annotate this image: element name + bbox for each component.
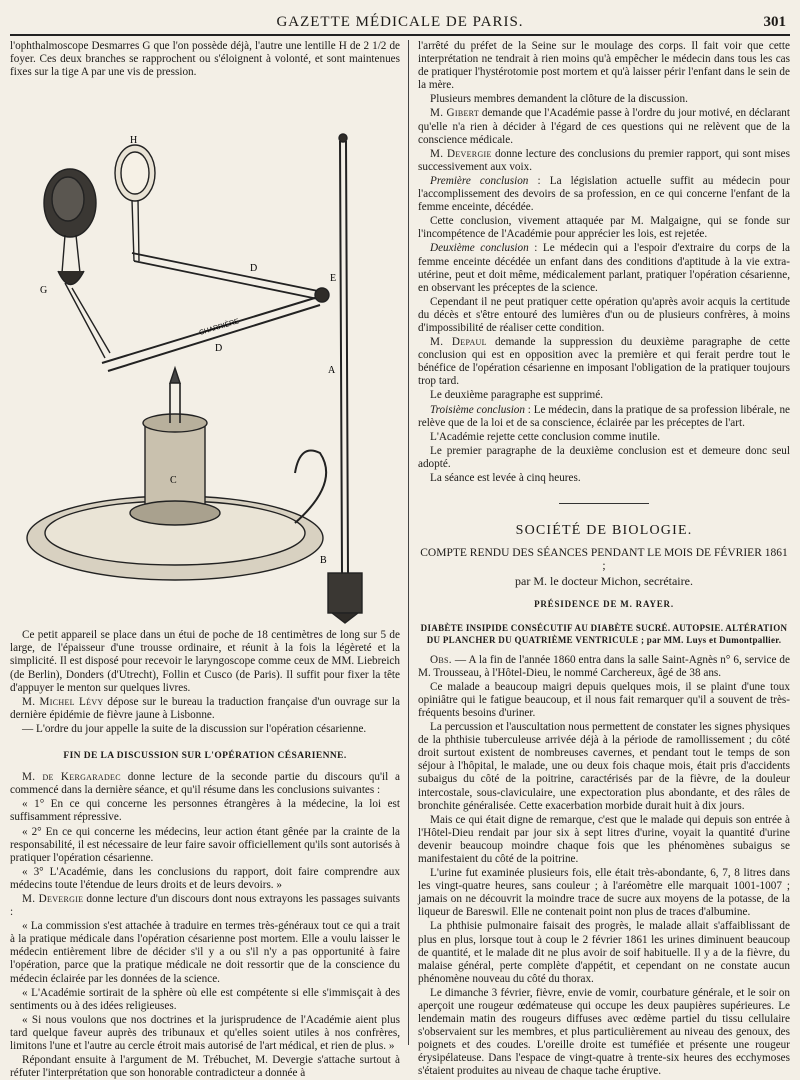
adopted-paragraph: Le premier paragraphe de la deuxième conclusion est et demeure donc seul adopté. [418,444,790,470]
second-conclusion: Deuxième conclusion : Le médecin qui a l'espoir d'extraire du corps de la femme enceinte décédée un enfant dans des conditions d'aptitude à la vie extra-utérine, peut et doit même, médicalement parlant, pratiquer l'opération césarienne, en observant les préceptes de la science. [418,242,790,294]
column-divider [408,40,409,1045]
speaker-devergie-2: M. Devergie [430,147,492,160]
page-number: 301 [763,14,786,30]
first-conclusion-label: Première conclusion [430,174,529,187]
case-paragraph-1: Ce malade a beaucoup maigri depuis quelques mois, il se plaint d'une toux opiniâtre qui le fatigue beaucoup, et il nous fait remarquer qu'il a souvent de très-fréquents besoins d'uriner. [418,680,790,719]
case-paragraph-2: La percussion et l'auscultation nous permettent de constater les signes physiques de la phthisie tuberculeuse arrivée déjà à la période de ramollissement ; du côté droit surtout existent de nombreuses cavernes, et pendant tout le temps de son séjour à l'hôpital, le malade, une ou deux fois chaque mois, était pris d'accidents subaigus du côté de la poitrine, caractérisés par de la fièvre, de la douleur intercostale, sous-claviculaire, une expectoration plus abondante, et des râles de bronchite généralisée. Cette exacerbation morbide durait huit à dix jours. [418,721,790,812]
quote-3: « Si nous voulons que nos doctrines et la jurisprudence de l'Académie aient plus tard quelque faveur auprès des tribunaux et qu'elles soient utiles à nos confrères, limitons l'une et l'autre au cercle étroit mais autorisé de l'art médical, et rien de plus. » [10,1013,400,1052]
left-column [10,40,400,1080]
quote-4: Répondant ensuite à l'argument de M. Trébuchet, M. Devergie s'attache surtout à réfuter l'interprétation que son honorable contradicteur a donnée à [10,1054,400,1080]
article-title: DIABÈTE INSIPIDE CONSÉCUTIF AU DIABÈTE SUCRÉ. AUTOPSIE. ALTÉRATION DU PLANCHER DU QUATRIÈME VENTRICULE ; par MM. Luys et Dumontpallier. [420,622,788,645]
report-author: par M. le docteur Michon, secrétaire. [515,574,693,589]
fig-label-g: G [40,285,48,297]
observation-paragraph: Obs. — A la fin de l'année 1860 entra dans la salle Saint-Agnès n° 6, service de M. Trousseau, à l'Hôtel-Dieu, le nommé Carchereux, âgé de 38 ans. [418,653,790,679]
right-column [418,40,791,1078]
fig-label-a: A [328,365,336,377]
case-paragraph-6: Le dimanche 3 février, fièvre, envie de vomir, courbature générale, et le soir on aperçoit une rougeur œdémateuse qui occupe les deux paupières supérieures. Le lendemain matin des rougeurs diffuses avec œdème partiel du tissu cellulaire s'observaient sur les membres, et plus particulièrement au niveau des genoux, des poignets et des coudes. L'oreille droite est tuméfiée et présente une rougeur érysipélateuse. Dans l'espace de vingt-quatre à trente-six heures des ecchymoses s'étaient produites au niveau de chaque tache éruptive. [418,986,790,1078]
figure-description: Ce petit appareil se place dans un étui de poche de 18 centimètres de long sur 5 de large, de l'épaisseur d'une trousse ordinaire, et réunit à la fois la légèreté et la simplicité. Il est disposé pour recevoir le laryngoscope comme ceux de MM. Liebreich (de Berlin), Donders (d'Utrecht), Follin et Cusco (de Paris). Il suffit pour fixer la tête d'appuyer le menton sur quelques livres. [10,629,400,694]
devergie-conclusions-paragraph: M. Devergie donne lecture des conclusions du premier rapport, qui sont mises successivement aux voix. [418,147,790,173]
order-paragraph: — L'ordre du jour appelle la suite de la discussion sur l'opération césarienne. [22,722,367,735]
case-paragraph-5: La phthisie pulmonaire faisait des progrès, le malade allait s'affaiblissant de plus en plus, lorsque tout à coup le 2 février 1861 les urines diminuent beaucoup de quantité, et le malade dit ne plus avoir de soif habituelle. Il y a de la fièvre, du malaise général, perte complète d'appétit, et cependant on ne constate aucun phénomène nouveau du côté du thorax. [418,920,790,985]
gibert-paragraph: M. Gibert demande que l'Académie passe à l'ordre du jour motivé, en déclarant qu'elle n'a rien à décider à l'égard de ces questions qui ne relèvent que de la conscience médicale. [418,107,790,146]
conclusion-2: « 2° En ce qui concerne les médecins, leur action étant gênée par la crainte de la responsabilité, il est nécessaire de leur faire savoir officiellement qu'ils sont autorisés à pratiquer l'opération césarienne. [10,825,400,864]
third-conclusion-result: L'Académie rejette cette conclusion comme inutile. [430,430,661,443]
second-conclusion-label: Deuxième conclusion [430,242,529,255]
speaker-gibert: M. Gibert [430,107,480,120]
third-conclusion: Troisième conclusion : Le médecin, dans la pratique de sa profession libérale, ne relève que de la loi et de sa conscience, éclairée par les préceptes de l'art. [418,403,791,429]
intro-paragraph: l'ophthalmoscope Desmarres G que l'on possède déjà, l'autre une lentille H de 2 1/2 de foyer. Ces deux branches se rapprochent ou s'éloignent à volonté, et sont maintenues fixes sur la tige A par une vis de pression. [10,40,400,79]
session-closing: La séance est levée à cinq heures. [430,472,581,484]
fig-label-d-top: D [250,263,258,275]
fig-label-e: E [330,273,337,285]
quote-1: « La commission s'est attachée à traduire en termes très-généraux tout ce qui a trait à la pratique médicale dans l'opération césarienne post mortem. Elle a voulu laisser le médecin entièrement libre de décider s'il y a ou s'il n'y a pas opportunité à faire l'opération, parce que la pratique médicale ne doit ressortir que de la conscience du médecin éclairée par les données de la science. [10,920,400,985]
ophthalmoscope-figure [10,83,400,623]
report-heading: COMPTE RENDU DES SÉANCES PENDANT LE MOIS DE FÉVRIER 1861 ; [420,547,788,573]
speaker-kergaradec: M. de Kergaradec [22,771,121,784]
continuation-paragraph: l'arrêté du préfet de la Seine sur le moulage des corps. Il fait voir que cette interprétation ne tendrait à rien moins qu'à empêcher le médecin dans tous les cas de pratiquer l'hystérotomie post mortem et qu'à laisser périr l'enfant dans le sein de la mère. [418,40,790,92]
conclusion-3: « 3° L'Académie, dans les conclusions du rapport, doit faire comprendre aux médecins toute l'étendue de leurs droits et de leurs devoirs. » [10,865,400,891]
case-paragraph-4: L'urine fut examinée plusieurs fois, elle était très-abondante, 6, 7, 8 litres dans les vingt-quatre heures, sans couleur ; à l'aréomètre elle marquait 1001-1007 ; jamais on ne découvrit la moindre trace de sucre aux moyens de la potasse, de la liqueur de Bareswil. Elle ne contenait point non plus de traces d'albumine. [418,867,790,919]
section-title-cesarienne: FIN DE LA DISCUSSION SUR L'OPÉRATION CÉSARIENNE. [63,751,347,762]
depaul-paragraph: M. Depaul demande la suppression du deuxième paragraphe de cette conclusion qui est en opposition avec la première et qui ferait perdre tout le bénéfice de l'opération césarienne en imposant l'obligation de la pratiquer toujours trop tard. [418,336,790,388]
speaker-depaul: M. Depaul [430,336,487,349]
kergaradec-paragraph: M. de Kergaradec donne lecture de la seconde partie du discours qu'il a commencé dans la dernière séance, et qu'il résume dans les conclusions suivantes : [10,771,400,797]
running-head: GAZETTE MÉDICALE DE PARIS. [276,14,524,30]
third-conclusion-label: Troisième conclusion [430,403,525,416]
fig-label-b: B [320,555,327,567]
page-header [10,8,790,36]
quote-2: « L'Académie sortirait de la sphère où elle est compétente si elle s'immisçait à des sentiments ou à des idées religieuses. [10,986,400,1012]
conclusion-1: « 1° En ce qui concerne les personnes étrangères à la médecine, la loi est suffisamment répressive. [10,798,400,824]
fig-label-charriere: CHARRIÈRE [198,318,241,338]
second-conclusion-result: Le deuxième paragraphe est supprimé. [430,389,604,402]
section-separator [559,503,649,504]
society-heading: SOCIÉTÉ DE BIOLOGIE. [515,523,693,539]
fig-label-h: H [130,135,138,147]
speaker-devergie: M. Devergie [22,892,84,905]
first-conclusion-reaction: Cette conclusion, vivement attaquée par M. Malgaigne, qui se fonde sur l'incompétence de l'Académie pour apprécier les lois, est rejetée. [418,215,790,241]
devergie-paragraph: M. Devergie donne lecture d'un discours dont nous extrayons les passages suivants : [10,892,400,919]
obs-label: Obs. [430,653,452,666]
second-conclusion-paragraph-2: Cependant il ne peut pratiquer cette opération qu'après avoir acquis la certitude du décès et s'être entouré des lumières d'un ou de plusieurs confrères, à moins d'impossibilité de réaliser cette condition. [418,295,790,334]
closure-request: Plusieurs membres demandent la clôture de la discussion. [430,93,688,106]
ophthalmoscope-engraving [10,83,400,623]
presidence-line: PRÉSIDENCE DE M. RAYER. [534,599,674,610]
fig-label-c: C [170,475,177,487]
first-conclusion: Première conclusion : La législation actuelle suffit au médecin pour l'accomplissement des devoirs de sa profession, en ce qui concerne l'enfant de la femme enceinte, décédée. [418,174,791,214]
speaker-levy: M. Michel Lévy [22,695,104,708]
fig-label-d-bottom: D [215,343,223,355]
case-paragraph-3: Mais ce qui était digne de remarque, c'est que le malade qui depuis son entrée à l'Hôtel-Dieu rendait par jour six à sept litres d'urine, voyait la quantité d'urine devenir beaucoup moindre chaque fois que les phénomènes subaigus se manifestaient du côté de la poitrine. [418,813,790,865]
levy-paragraph: M. Michel Lévy dépose sur le bureau la traduction française d'un ouvrage sur la dernière épidémie de fièvre jaune à Lisbonne. [10,695,400,721]
